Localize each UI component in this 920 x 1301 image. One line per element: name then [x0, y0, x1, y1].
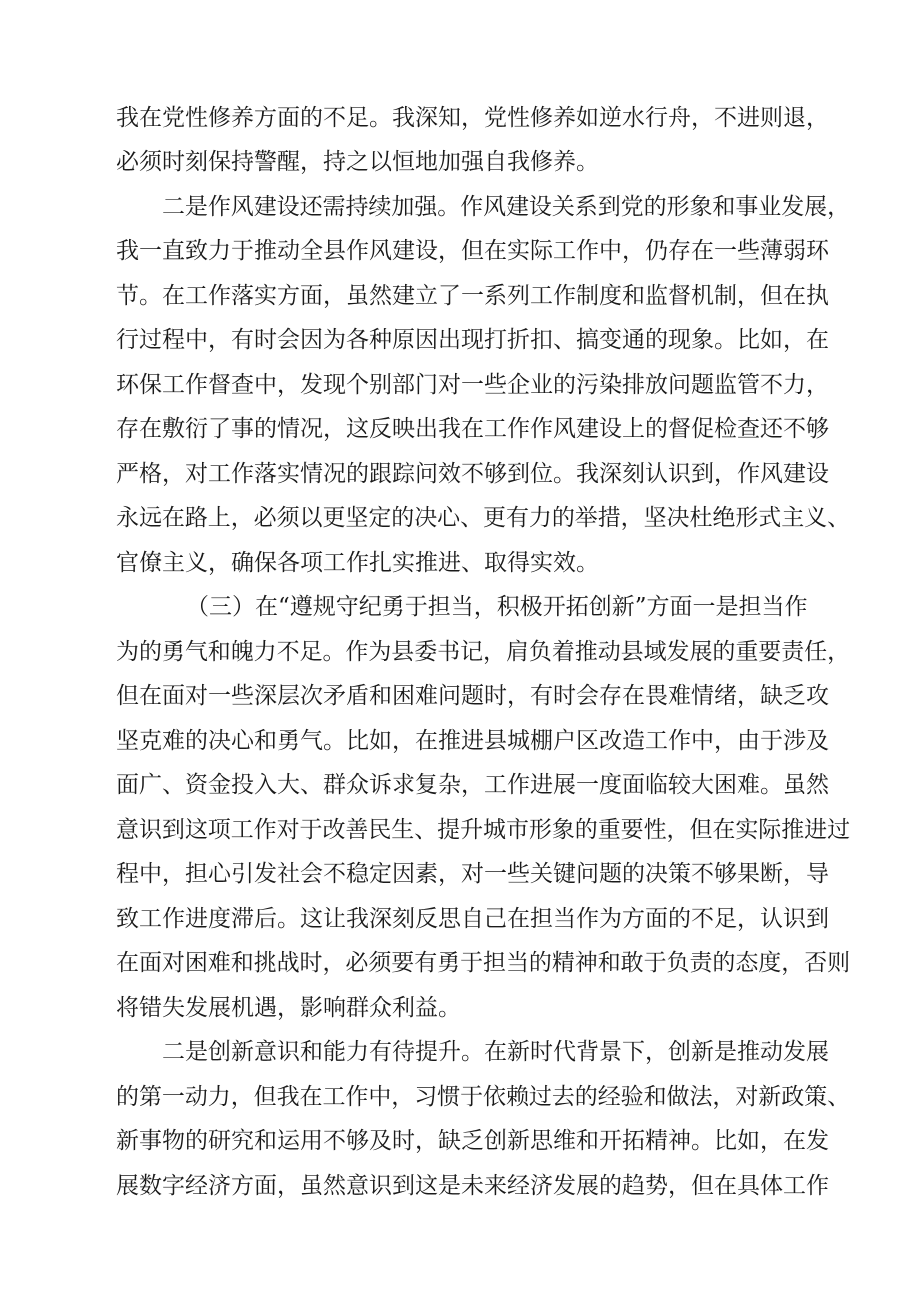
text-line: 将错失发展机遇，影响群众利益。	[116, 995, 461, 1021]
text-line: 我一直致力于推动全县作风建设，但在实际工作中，仍存在一些薄弱环	[116, 238, 829, 264]
text-line: 我在党性修养方面的不足。我深知，党性修养如逆水行舟，不进则退，	[116, 105, 829, 131]
text-line: 永远在路上，必须以更坚定的决心、更有力的举措，坚决杜绝形式主义、	[116, 505, 850, 531]
text-line: 意识到这项工作对于改善民生、提升城市形象的重要性，但在实际推进过	[116, 817, 850, 843]
text-line: 官僚主义，确保各项工作扎实推进、取得实效。	[116, 550, 599, 576]
text-line: 程中，担心引发社会不稳定因素，对一些关键问题的决策不够果断，导	[116, 861, 829, 887]
text-line: 为的勇气和魄力不足。作为县委书记，肩负着推动县域发展的重要责任，	[116, 639, 850, 665]
text-line: 环保工作督查中，发现个别部门对一些企业的污染排放问题监管不力，	[116, 372, 829, 398]
text-line: 节。在工作落实方面，虽然建立了一系列工作制度和监督机制，但在执	[116, 283, 829, 309]
paragraph-start-line: 二是作风建设还需持续加强。作风建设关系到党的形象和事业发展，	[162, 194, 850, 220]
text-line: 展数字经济方面，虽然意识到这是未来经济发展的趋势，但在具体工作	[116, 1173, 829, 1199]
text-line: 新事物的研究和运用不够及时，缺乏创新思维和开拓精神。比如，在发	[116, 1128, 829, 1154]
text-line: 在面对困难和挑战时，必须要有勇于担当的精神和敢于负责的态度，否则	[116, 950, 850, 976]
text-line: 但在面对一些深层次矛盾和困难问题时，有时会存在畏难情绪，缺乏攻	[116, 683, 829, 709]
text-line: 致工作进度滞后。这让我深刻反思自己在担当作为方面的不足，认识到	[116, 906, 829, 932]
text-line: 存在敷衍了事的情况，这反映出我在工作作风建设上的督促检查还不够	[116, 416, 829, 442]
text-line: 面广、资金投入大、群众诉求复杂，工作进展一度面临较大困难。虽然	[116, 772, 829, 798]
text-line: 行过程中，有时会因为各种原因出现打折扣、搞变通的现象。比如，在	[116, 327, 829, 353]
text-line: 的第一动力，但我在工作中，习惯于依赖过去的经验和做法，对新政策、	[116, 1084, 850, 1110]
text-line: 必须时刻保持警醒，持之以恒地加强自我修养。	[116, 149, 599, 175]
paragraph-start-line: 二是创新意识和能力有待提升。在新时代背景下，创新是推动发展	[162, 1039, 829, 1065]
section-heading-line: （三）在“遵规守纪勇于担当，积极开拓创新”方面一是担当作	[186, 594, 808, 620]
text-line: 坚克难的决心和勇气。比如，在推进县城棚户区改造工作中，由于涉及	[116, 728, 829, 754]
text-line: 严格，对工作落实情况的跟踪问效不够到位。我深刻认识到，作风建设	[116, 461, 829, 487]
